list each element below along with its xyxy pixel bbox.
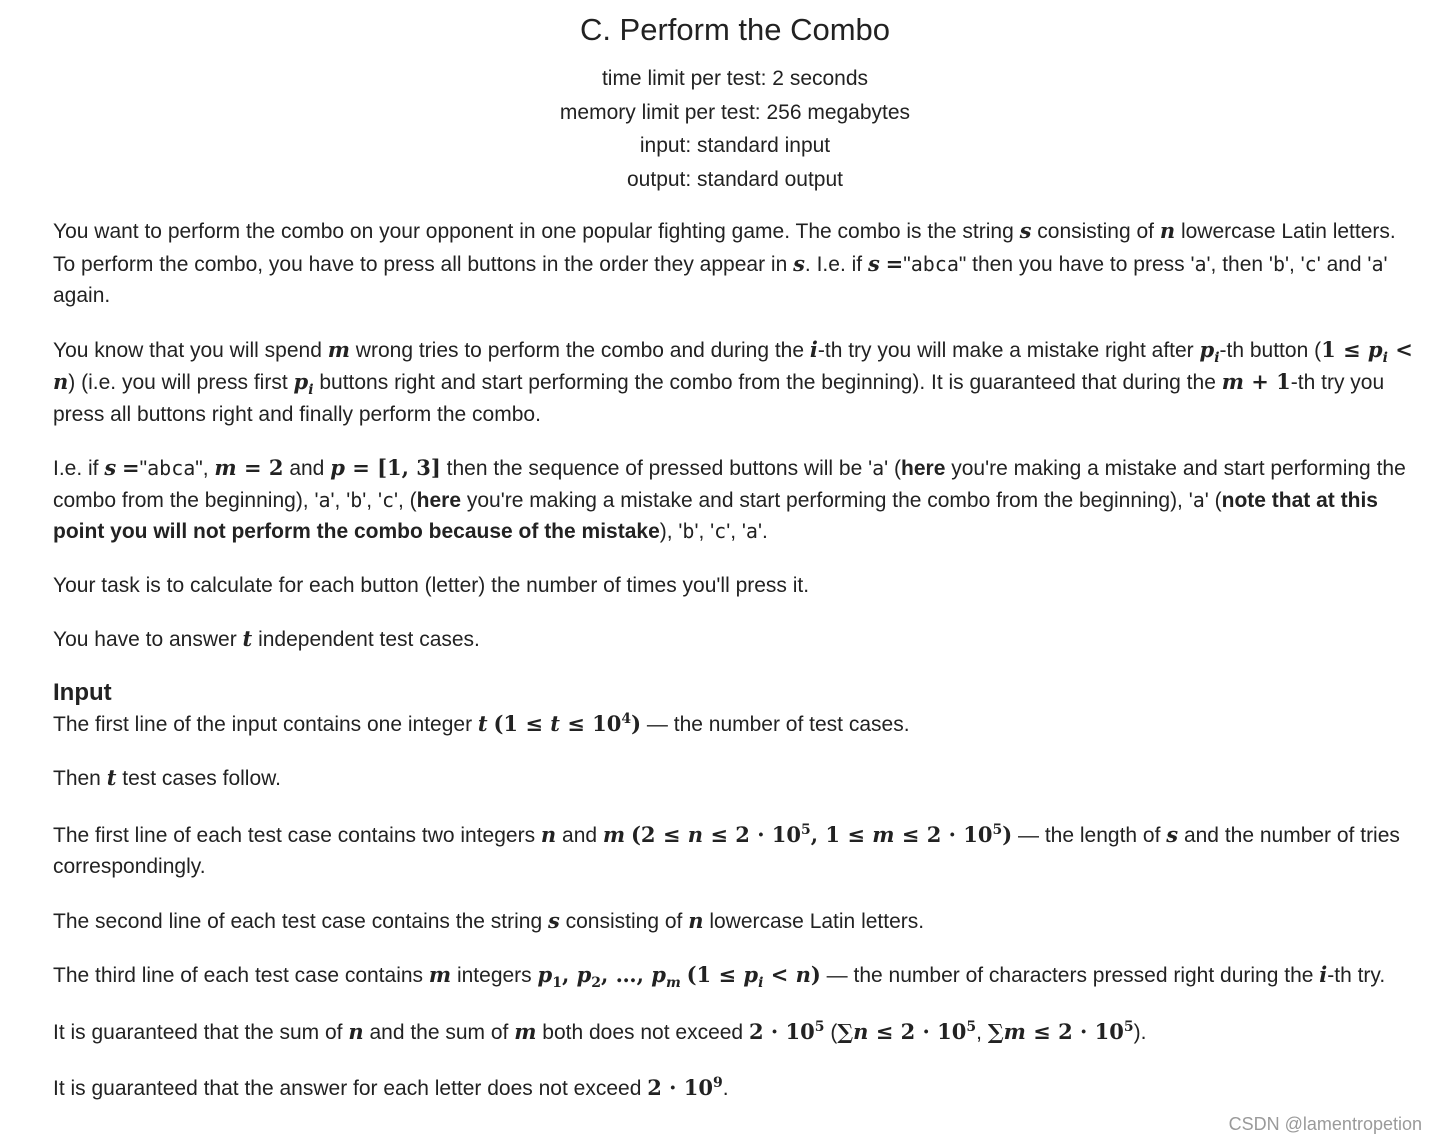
statement-paragraph-4: Your task is to calculate for each button (letter) the number of times you'll press it. bbox=[53, 573, 810, 597]
input-paragraph-6: It is guaranteed that the sum of n and the sum of m both does not exceed $2 \cdot 10^5$ ($\sum n \le 2 \cdot 10^5$, $\sum m \le 2 \cdot 10^5$). bbox=[53, 1018, 1147, 1044]
input-paragraph-4: The second line of each test case contains the string s consisting of n lowercase Latin letters. bbox=[53, 907, 925, 933]
statement-paragraph-2: You know that you will spend m wrong tries to perform the combo and during the i-th try you will make a mistake right after $p_i-th$ button $(1 \le p_i < n)$ (i.e. you will press first $p_i$ buttons right and start performing the combo from the beginning). It is guaranteed that during the m + 1-th try you press all buttons right and finally perform the combo. bbox=[53, 336, 1413, 426]
input-paragraph-7: It is guaranteed that the answer for each letter does not exceed $2 \cdot 10^9$. bbox=[53, 1075, 729, 1100]
input-paragraph-5: The third line of each test case contains m integers $p_1$, $p_2$, …, $p_m$ $(1 \le p_i < n)$ — the number of characters pressed right during the i-th try. bbox=[53, 962, 1386, 992]
input-paragraph-1: The first line of the input contains one integer t $(1 \le t \le 10^4)$ — the number of test cases. bbox=[53, 710, 910, 736]
problem-statement bbox=[53, 0, 1417, 1105]
memory-limit: memory limit per test: 256 megabytes bbox=[559, 100, 911, 124]
input-heading: Input bbox=[53, 678, 112, 706]
input-paragraph-2: Then t test cases follow. bbox=[53, 765, 281, 790]
problem-limits bbox=[53, 62, 1417, 196]
input-paragraph-3: The first line of each test case contains two integers n and m ($2 \le n \le 2 \cdot 10^5$, $1 \le m \le 2 \cdot 10^5$) — the length of s and the number of tries correspondingly. bbox=[53, 821, 1400, 878]
input-spec: input: standard input bbox=[639, 134, 831, 157]
watermark: CSDN @lamentropetion bbox=[1228, 1114, 1422, 1134]
statement-paragraph-3: I.e. if s ="abca", m = 2 and p = [1, 3] then the sequence of pressed buttons will be 'a' (here you're making a mistake and start performing the combo from the beginning), 'a', 'b', 'c', (here you're making a mistake and start performing the combo from the beginning), 'a' (note that at this point you will not perform the combo because of the mistake), 'b', 'c', 'a'. bbox=[53, 455, 1406, 543]
output-spec: output: standard output bbox=[627, 167, 843, 191]
page-title: C. Perform the Combo bbox=[579, 12, 891, 47]
time-limit: time limit per test: 2 seconds bbox=[601, 67, 869, 90]
statement-paragraph-1: You want to perform the combo on your opponent in one popular fighting game. The combo is the string s consisting of n lowercase Latin letters. To perform the combo, you have to press all buttons in the order they appear in s. I.e. if s ="abca" then you have to press 'a', then 'b', 'c' and 'a' again. bbox=[53, 218, 1396, 307]
statement-paragraph-5: You have to answer t independent test cases. bbox=[53, 626, 480, 651]
